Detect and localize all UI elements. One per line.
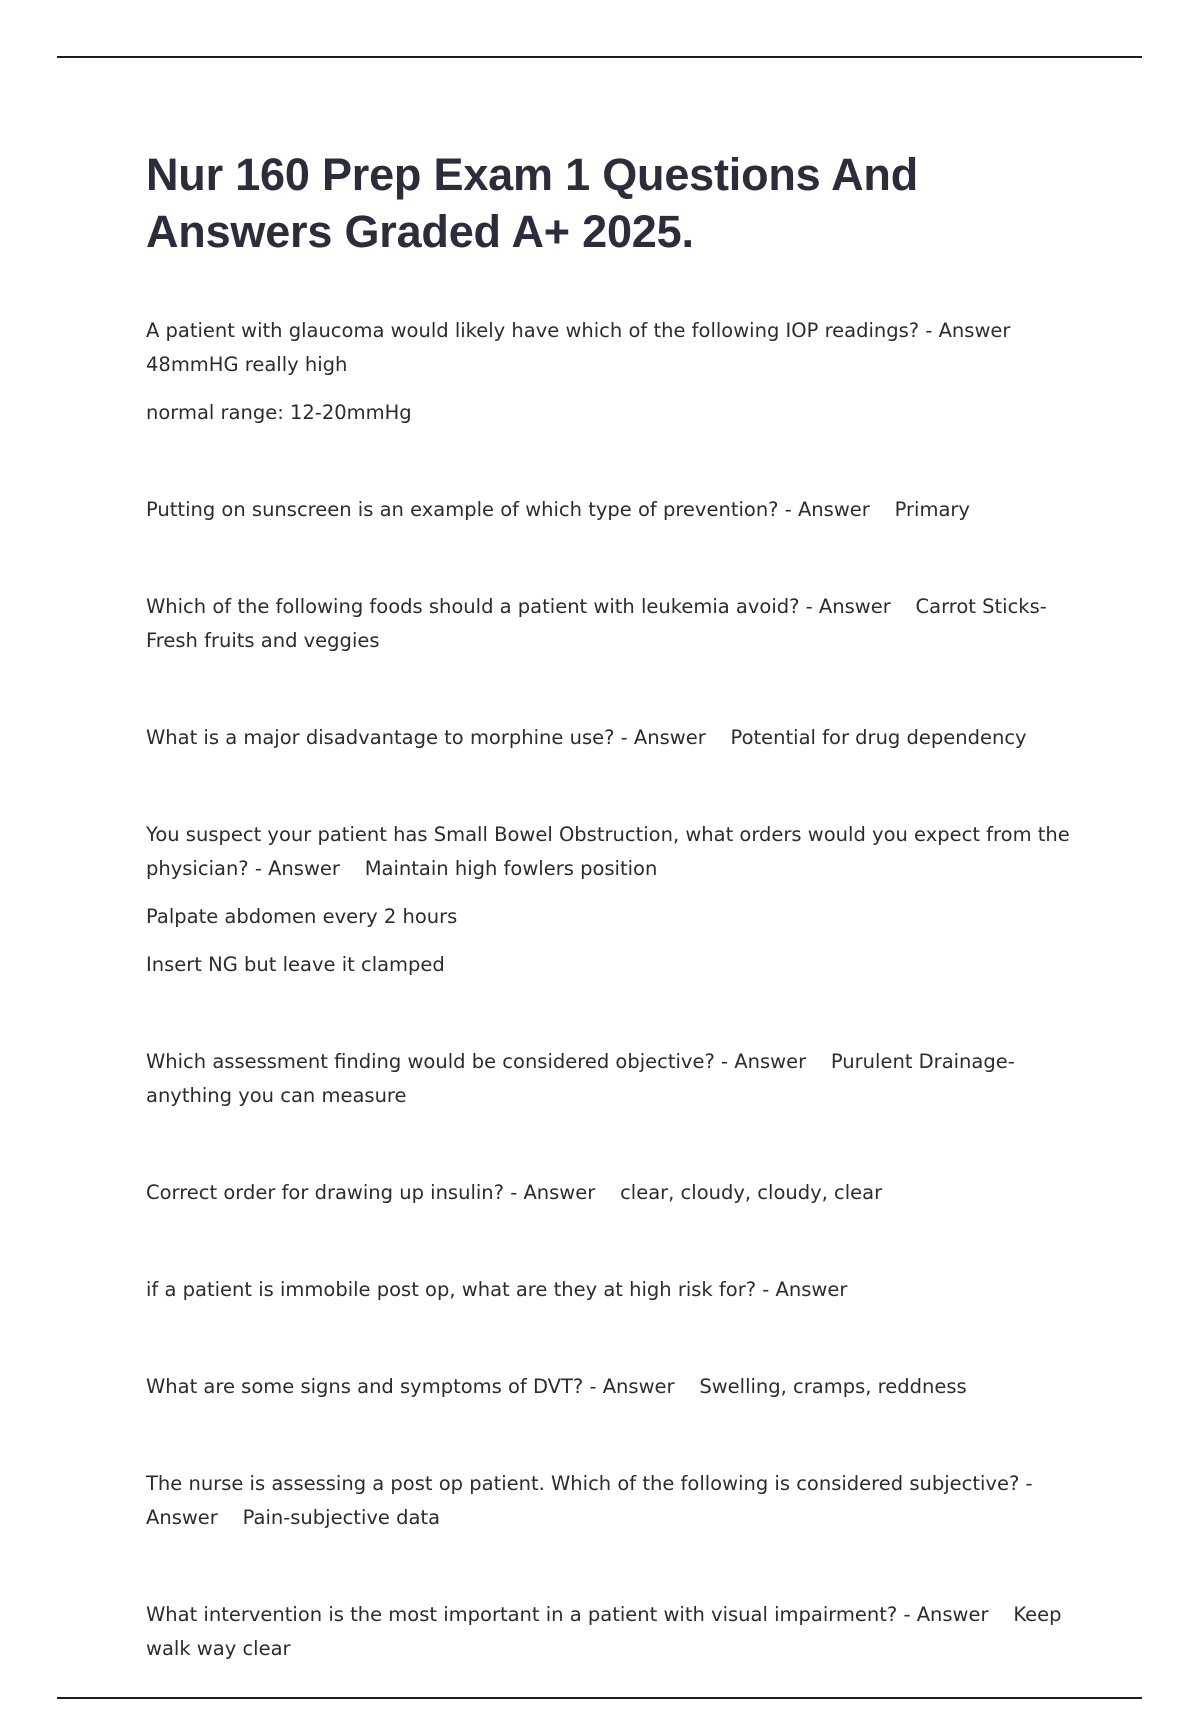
qa-item [146,1273,1081,1307]
question-text: You suspect your patient has Small Bowel Obstruction, what orders would you expect from the physician? [146,823,1070,880]
answer-text: Primary [894,498,970,521]
document-title: Nur 160 Prep Exam 1 Questions And Answers Graded A+ 2025. [146,149,918,257]
qa-item [146,1467,1081,1535]
qa-item [146,1370,1081,1404]
document-body [146,146,1081,1729]
question-text: A patient with glaucoma would likely have which of the following IOP readings? [146,319,920,342]
question-text: Putting on sunscreen is an example of which type of prevention? [146,498,779,521]
answer-text: Carrot Sticks- Fresh fruits and veggies [146,595,1047,652]
answer-detail: Insert NG but leave it clamped [146,953,445,976]
qa-item [146,590,1081,658]
qa-question-line [146,721,1081,755]
question-text: Which of the following foods should a patient with leukemia avoid? [146,595,800,618]
qa-question-line [146,590,1081,658]
answer-label: - Answer [903,1603,989,1626]
answer-label: - Answer [510,1181,596,1204]
answer-text: Maintain high fowlers position [364,857,658,880]
answer-text: Potential for drug dependency [730,726,1027,749]
answer-label: - Answer [925,319,1011,342]
answer-label: - Answer [254,857,340,880]
answer-text: 48mmHG really high [146,353,348,376]
qa-question-line [146,314,1081,382]
question-text: The nurse is assessing a post op patient. Which of the following is considered subjective? [146,1472,1020,1495]
question-text: if a patient is immobile post op, what are they at high risk for? [146,1278,757,1301]
question-text: Correct order for drawing up insulin? [146,1181,504,1204]
qa-question-line [146,1370,1081,1404]
qa-list [146,314,1081,1666]
answer-label: - Answer [146,1472,1033,1529]
qa-question-line [146,818,1081,886]
answer-label: - Answer [721,1050,807,1073]
qa-item [146,314,1081,430]
answer-label: - Answer [784,498,870,521]
answer-label: - Answer [805,595,891,618]
qa-question-line [146,1598,1081,1666]
qa-item [146,818,1081,982]
answer-label: - Answer [762,1278,848,1301]
qa-item [146,721,1081,755]
question-text: What is a major disadvantage to morphine use? [146,726,615,749]
qa-question-line [146,1273,1081,1307]
qa-question-line [146,1467,1081,1535]
qa-item [146,493,1081,527]
question-text: What are some signs and symptoms of DVT? [146,1375,584,1398]
answer-text: Pain-subjective data [242,1506,441,1529]
answer-text: Swelling, cramps, reddness [699,1375,967,1398]
top-rule [57,56,1142,58]
qa-item [146,1045,1081,1113]
qa-question-line [146,1045,1081,1113]
question-text: What intervention is the most important in a patient with visual impairment? [146,1603,898,1626]
answer-text: Keep walk way clear [146,1603,1062,1660]
qa-question-line [146,493,1081,527]
answer-text: Purulent Drainage- anything you can measure [146,1050,1015,1107]
bottom-rule [57,1697,1142,1699]
qa-item [146,1176,1081,1210]
answer-text: clear, cloudy, cloudy, clear [620,1181,883,1204]
question-text: Which assessment finding would be considered objective? [146,1050,715,1073]
answer-detail: normal range: 12-20mmHg [146,401,412,424]
answer-detail: Palpate abdomen every 2 hours [146,905,458,928]
qa-item [146,1598,1081,1666]
answer-label: - Answer [589,1375,675,1398]
qa-question-line [146,1176,1081,1210]
answer-label: - Answer [620,726,706,749]
